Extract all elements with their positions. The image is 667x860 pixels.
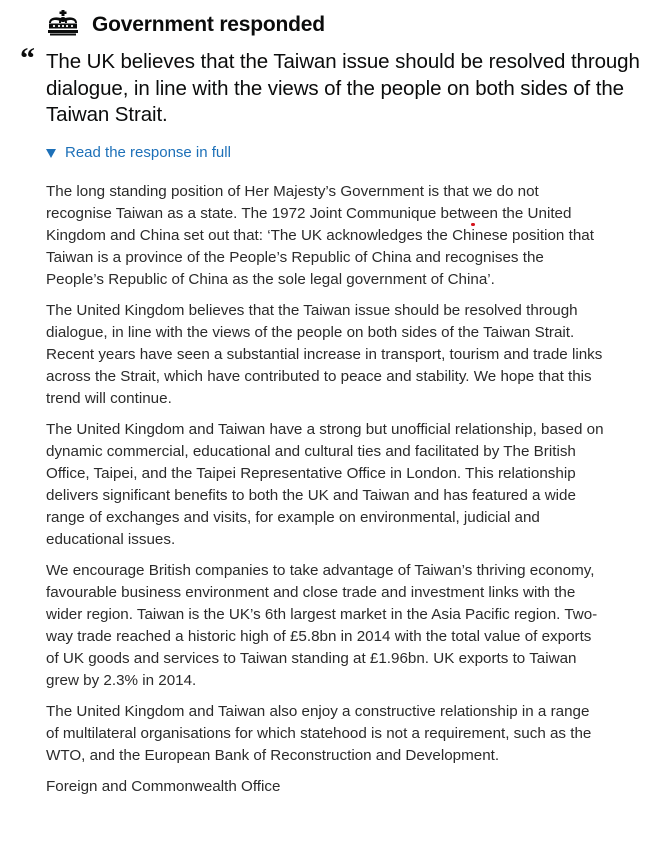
response-paragraph-4: We encourage British companies to take advantage of Taiwan’s thriving economy, favourable business environment and close trade and investment links with the wider region. Taiwan is the UK’s 6th largest market in the Asia Pacific region. Two-way trade reached a historic high of £5.8bn in 2014 with the total value of exports of UK goods and services to Taiwan standing at £1.96bn. UK exports to Taiwan grew by 2.3% in 2014.	[46, 562, 598, 689]
response-summary: The UK believes that the Taiwan issue should be resolved through dialogue, in line with the views of the people on both sides of the Taiwan Strait.	[46, 50, 640, 126]
response-paragraph-1-end: The 1972 Joint Communique between the United Kingdom and China set out that: ‘The UK acknowledges the Chinese position that Taiwan is a province of the People’s Republic of China and recognises the People’s Republic of China as the sole legal government of China’.	[46, 205, 594, 288]
highlighted-statement-text: we do not recognise Taiwan as a state.	[46, 183, 539, 222]
response-paragraph-1-start: The long standing position of Her Majesty’s Government is that	[46, 183, 473, 200]
quote-icon: “	[20, 42, 35, 75]
header-title: Government responded	[92, 13, 325, 36]
response-paragraph-5: The United Kingdom and Taiwan also enjoy a constructive relationship in a range of multilateral organisations for which statehood is not a requirement, such as the WTO, and the European Bank of Reconstruction and Development.	[46, 703, 592, 764]
response-paragraph-2: The United Kingdom believes that the Taiwan issue should be resolved through dialogue, in line with the views of the people on both sides of the Taiwan Strait. Recent years have seen a substantial increase in transport, tourism and trade links across the Strait, which have contributed to peace and stability. We hope that this trend will continue.	[46, 302, 603, 407]
crown-icon	[46, 10, 92, 41]
response-signoff: Foreign and Commonwealth Office	[46, 778, 281, 795]
response-header	[46, 10, 325, 40]
triangle-down-icon	[46, 149, 56, 158]
response-body	[46, 181, 606, 807]
read-response-toggle-label: Read the response in full	[65, 144, 231, 161]
red-underline-annotation	[471, 223, 475, 226]
response-paragraph-3: The United Kingdom and Taiwan have a strong but unofficial relationship, based on dynamic commercial, educational and cultural ties and facilitated by The British Office, Taipei, and the Taipei Representative Office in London. This relationship delivers significant benefits to both the UK and Taiwan and has featured a wide range of exchanges and visits, for example on environmental, judicial and educational issues.	[46, 421, 604, 548]
read-response-toggle[interactable]	[46, 144, 231, 161]
response-paragraph-1	[46, 181, 606, 291]
